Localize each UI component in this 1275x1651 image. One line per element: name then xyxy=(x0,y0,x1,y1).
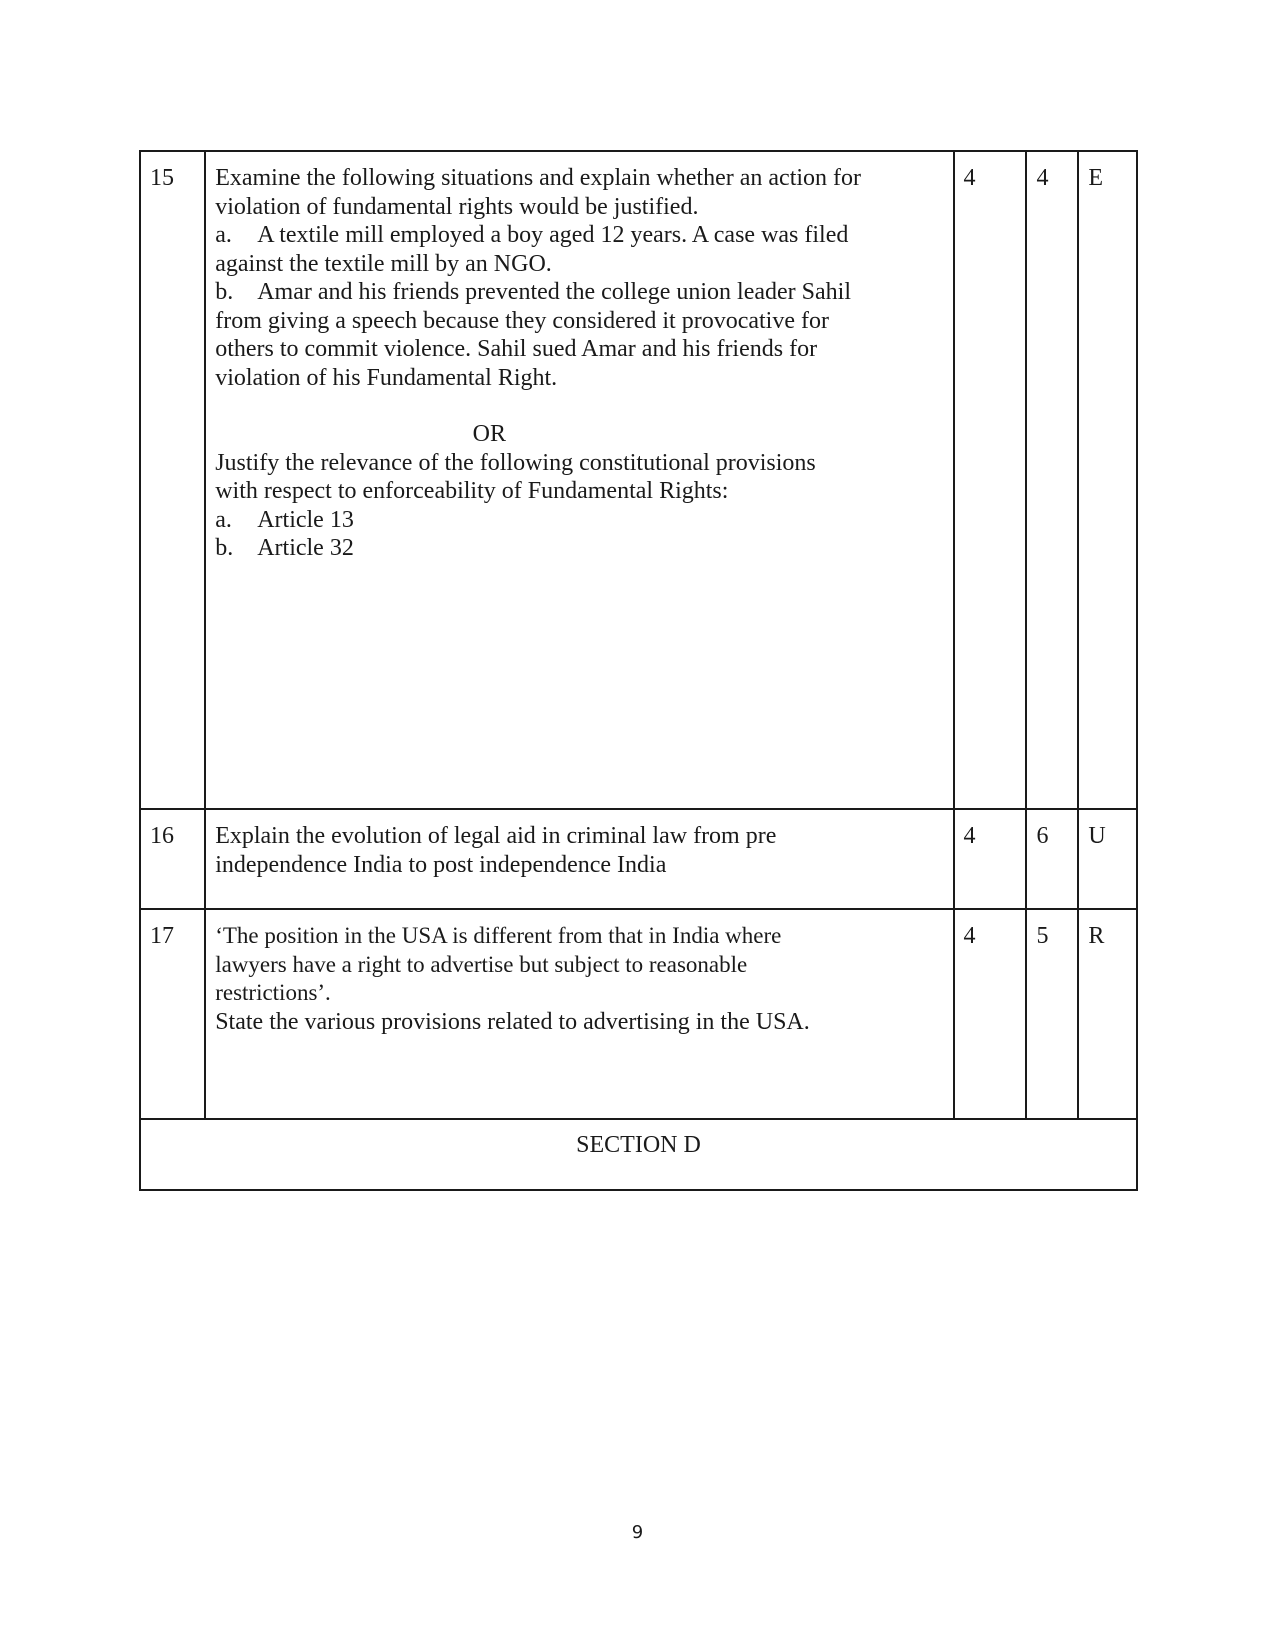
question-line: Examine the following situations and explain whether an action for xyxy=(215,165,862,191)
unit-cell: 5 xyxy=(1026,909,1078,1119)
question-line: from giving a speech because they considered it provocative for xyxy=(215,307,829,334)
section-heading: SECTION D xyxy=(140,1119,1137,1190)
question-line: others to commit violence. Sahil sued Amar and his friends for xyxy=(215,336,818,362)
unit-cell: 6 xyxy=(1026,809,1078,909)
question-line: with respect to enforceability of Fundamental Rights: xyxy=(215,478,729,504)
question-text xyxy=(205,809,953,909)
marks-cell: 4 xyxy=(954,909,1027,1119)
level-cell: R xyxy=(1078,909,1137,1119)
quote-line: lawyers have a right to advertise but subject to reasonable xyxy=(215,951,748,977)
sub-question-label: a. xyxy=(215,222,232,248)
question-line: violation of fundamental rights would be justified. xyxy=(215,193,699,220)
alt-sub-question-b xyxy=(215,534,943,563)
unit-cell: 4 xyxy=(1026,151,1078,809)
sub-question-label: b. xyxy=(215,279,234,305)
or-separator: OR xyxy=(472,421,507,447)
quote-line: restrictions’. xyxy=(215,980,331,1005)
sub-question-a xyxy=(215,221,943,250)
table-row xyxy=(140,151,1137,809)
question-line: Article 32 xyxy=(257,535,354,561)
question-number: 16 xyxy=(140,809,205,909)
sub-question-b xyxy=(215,278,943,307)
question-line: independence India to post independence India xyxy=(215,851,667,878)
question-text xyxy=(205,909,953,1119)
page-number: 9 xyxy=(631,1522,644,1543)
question-line: Explain the evolution of legal aid in criminal law from pre xyxy=(215,823,777,849)
question-line: violation of his Fundamental Right. xyxy=(215,364,558,391)
question-line: A textile mill employed a boy aged 12 years. A case was filed xyxy=(257,222,849,248)
question-line: against the textile mill by an NGO. xyxy=(215,250,552,277)
level-cell: E xyxy=(1078,151,1137,809)
quote-line: ‘The position in the USA is different from that in India where xyxy=(215,923,782,948)
table-row xyxy=(140,809,1137,909)
question-line: Article 13 xyxy=(257,506,354,533)
section-row xyxy=(140,1119,1137,1190)
question-number: 15 xyxy=(140,151,205,809)
question-line: Amar and his friends prevented the college union leader Sahil xyxy=(257,279,852,305)
question-text xyxy=(205,151,953,809)
marks-cell: 4 xyxy=(954,151,1027,809)
marks-cell: 4 xyxy=(954,809,1027,909)
question-table xyxy=(139,150,1138,1191)
level-cell: U xyxy=(1078,809,1137,909)
question-line: Justify the relevance of the following constitutional provisions xyxy=(215,449,816,476)
sub-question-label: a. xyxy=(215,506,232,533)
question-number: 17 xyxy=(140,909,205,1119)
alt-sub-question-a xyxy=(215,506,943,535)
table-row xyxy=(140,909,1137,1119)
sub-question-label: b. xyxy=(215,535,234,561)
question-line: State the various provisions related to advertising in the USA. xyxy=(215,1008,810,1035)
